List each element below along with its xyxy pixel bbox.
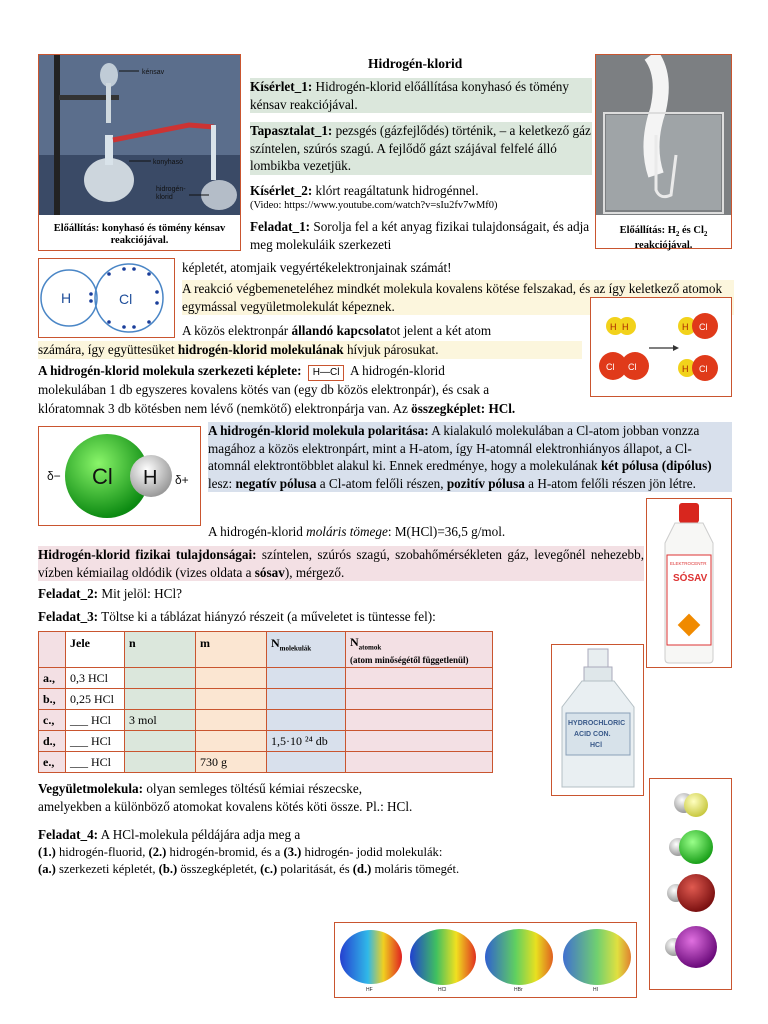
- row-label: c.,: [39, 710, 66, 731]
- bottle2-label3: HCl: [590, 742, 603, 749]
- cell-n-atomok[interactable]: [346, 668, 493, 689]
- task1-label: Feladat_1:: [250, 219, 311, 234]
- cell-n[interactable]: [125, 668, 196, 689]
- lewis-diagram: [38, 258, 175, 338]
- header-jele: Jele: [66, 632, 125, 668]
- cell-n-molekulak[interactable]: 1,5·10 ²⁴ db: [267, 731, 346, 752]
- svg-text:H: H: [610, 322, 617, 332]
- cell-n-molekulak[interactable]: [267, 710, 346, 731]
- molar-mass: A hidrogén-klorid moláris tömege: M(HCl)=36,5 g/mol.: [208, 524, 506, 539]
- bottle2-label2: ACID CON.: [574, 731, 611, 738]
- exp1-label: Kísérlet_1:: [250, 79, 313, 94]
- polarity-paragraph: A hidrogén-klorid molekula polaritása: A kialakuló molekulában a Cl-atom jobban vonzza magához a közös elektronpárt, mint a H-atom, így H-atomnál elektronhiányos állapot, a Cl-atomnál elektrontöbblet alakul ki. Ennek eredménye, hogy a molekulának két pólusa (dipólus) lesz: negatív pólusa a Cl-atom felőli részen, pozitív pólusa a H-atom felőli részen jön létre.: [208, 422, 732, 492]
- beaker-figure: [595, 54, 732, 252]
- observation1: [250, 122, 592, 175]
- experiment2: [250, 182, 592, 212]
- table-row: [39, 731, 493, 752]
- cell-m[interactable]: 730 g: [196, 752, 267, 773]
- svg-text:Cl: Cl: [628, 362, 637, 372]
- task3: Feladat_3: Töltse ki a táblázat hiányzó részeit (a műveletet is tüntesse fel):: [38, 609, 436, 624]
- lewis-cl: Cl: [119, 291, 133, 307]
- lab-caption: Előállítás: konyhasó és tömény kénsav reakciójával.: [53, 223, 226, 246]
- structure-formula: H—Cl: [308, 365, 345, 381]
- delta-plus: δ+: [175, 473, 189, 487]
- label-klorid: klorid: [156, 194, 173, 201]
- svg-text:Cl: Cl: [606, 362, 615, 372]
- lab-apparatus-image: [39, 55, 240, 215]
- label-kensav: kénsav: [142, 69, 165, 76]
- physical-properties: Hidrogén-klorid fizikai tulajdonságai: színtelen, szúrós szagú, szobahőmérsékleten gáz, levegőnél nehezebb, vízben kémiailag oldódik (vizes oldata a sósav), mérgező.: [38, 547, 644, 580]
- header-n: n: [125, 632, 196, 668]
- svg-text:H: H: [682, 364, 689, 374]
- cell-n-atomok[interactable]: [346, 689, 493, 710]
- task1-second: képletét, atomjaik vegyértékelektronjainak számát!: [182, 260, 452, 275]
- table-row: [39, 689, 493, 710]
- cell-jele[interactable]: ___ HCl: [66, 752, 125, 773]
- hcl-bottle-image: [551, 644, 644, 796]
- bond-para-second: számára, így együttesüket hidrogén-klorid molekulának hívjuk párosukat.: [38, 341, 582, 359]
- video-link: (Video: https://www.youtube.com/watch?v=sIu2fv7wMf0): [250, 199, 498, 211]
- table-row: [39, 710, 493, 731]
- obs1-label: Tapasztalat_1:: [250, 123, 333, 138]
- model-cl: Cl: [92, 464, 113, 489]
- task2: Feladat_2: Mit jelöl: HCl?: [38, 586, 182, 601]
- cell-m[interactable]: [196, 731, 267, 752]
- task1-first: [250, 218, 592, 253]
- cell-m[interactable]: [196, 689, 267, 710]
- cell-jele[interactable]: ___ HCl: [66, 731, 125, 752]
- cell-n[interactable]: 3 mol: [125, 710, 196, 731]
- bond-para-c2: számára, így együttesüket: [38, 342, 178, 357]
- cell-n-atomok[interactable]: [346, 752, 493, 773]
- cell-n-atomok[interactable]: [346, 710, 493, 731]
- cell-n-molekulak[interactable]: [267, 689, 346, 710]
- row-label: d.,: [39, 731, 66, 752]
- structure-first: A hidrogén-klorid molekula szerkezeti képlete: H—Cl A hidrogén-klorid: [38, 362, 598, 381]
- header-m: m: [196, 632, 267, 668]
- exp2-text: klórt reagáltatunk hidrogénnel.: [312, 183, 479, 198]
- row-label: e.,: [39, 752, 66, 773]
- header-n-atomok: $N_{atomok}$ (atom minőségétől függetlenül): [346, 632, 493, 668]
- bottle1-label: SÓSAV: [673, 573, 708, 584]
- label-hidrogen-klorid: hidrogén-: [156, 186, 186, 193]
- obs1-text: pezsgés (gázfejlődés) történik, – a keletkező gáz színtelen, szúrós szagú. A fejlődő gázt szájával felfelé álló lombikba vezetjük.: [250, 123, 591, 173]
- polar-model-image: [38, 426, 201, 526]
- svg-text:Cl: Cl: [699, 364, 708, 374]
- cell-n[interactable]: [125, 731, 196, 752]
- cell-jele[interactable]: 0,3 HCl: [66, 668, 125, 689]
- beaker-image: [596, 55, 731, 215]
- lewis-h: H: [61, 290, 72, 306]
- row-label: b.,: [39, 689, 66, 710]
- task4: Feladat_4: A HCl-molekula példájára adja meg a (1.) hidrogén-fluorid, (2.) hidrogén-bromid, és a (3.) hidrogén- jodid molekulák: (a.) szerkezeti képletét, (b.) összegképletét, (c.) polaritását, és (d.) moláris tömegét.: [38, 827, 460, 876]
- cell-jele[interactable]: 0,25 HCl: [66, 689, 125, 710]
- model-h: H: [143, 467, 158, 489]
- exp2-label: Kísérlet_2:: [250, 183, 313, 198]
- cell-m[interactable]: [196, 710, 267, 731]
- delta-minus: δ−: [47, 469, 61, 483]
- cell-n-atomok[interactable]: [346, 731, 493, 752]
- cell-m[interactable]: [196, 668, 267, 689]
- calculation-table: [38, 631, 493, 773]
- cell-jele[interactable]: ___ HCl: [66, 710, 125, 731]
- bottle1-brand: ELEKTROCENTR: [670, 561, 707, 566]
- table-row: [39, 668, 493, 689]
- sosav-bottle-image: [646, 498, 732, 668]
- bottle2-label1: HYDROCHLORIC: [568, 720, 626, 727]
- cell-n-molekulak[interactable]: [267, 668, 346, 689]
- bond-para-first: A közös elektronpár állandó kapcsolatot jelent a két atom: [182, 323, 492, 338]
- task1-text-a: Sorolja fel a két anyag fizikai tulajdonságait, és adja meg molekuláik szerkezeti: [250, 219, 590, 252]
- beaker-caption: Előállítás: $H_2$ és $Cl_2$ reakciójával.: [619, 225, 708, 252]
- structure-second: molekulában 1 db egyszeres kovalens kötés van (egy db közös elektronpár), és csak a: [38, 382, 490, 397]
- esp-label-hf: HF: [366, 987, 373, 993]
- cell-n[interactable]: [125, 689, 196, 710]
- page-title: Hidrogén-klorid: [368, 56, 463, 71]
- reaction-paragraph: A reakció végbemeneteléhez mindkét molekula kovalens kötése felszakad, és az így keletkező atomok egymással vegyületmolekulát képeznek.: [182, 280, 734, 315]
- bond-para-c: ot jelent a két atom: [390, 323, 492, 338]
- esp-maps-image: [334, 922, 637, 998]
- compound-definition: Vegyületmolekula: olyan semleges töltésű kémiai részecske, amelyekben a különböző atomokat kovalens kötés köti össze. Pl.: HCl.: [38, 781, 413, 814]
- esp-label-hbr: HBr: [514, 987, 523, 993]
- label-konyhaso: konyhasó: [153, 159, 183, 166]
- experiment1: [250, 78, 592, 113]
- table-row: [39, 752, 493, 773]
- halide-models-image: [649, 778, 732, 990]
- table-header: [39, 632, 493, 668]
- esp-label-hcl: HCl: [438, 987, 447, 993]
- svg-text:H: H: [622, 322, 629, 332]
- svg-text:Cl: Cl: [699, 322, 708, 332]
- esp-label-hi: HI: [593, 987, 598, 993]
- lab-apparatus-figure: [38, 54, 241, 251]
- cell-n[interactable]: [125, 752, 196, 773]
- structure-third: klóratomnak 3 db kötésben nem lévő (nemkötő) elektronpárja van. Az összegképlet: HCl.: [38, 401, 516, 416]
- header-n-molekulak: $N_{molekulák}$: [267, 632, 346, 668]
- svg-text:H: H: [682, 322, 689, 332]
- cell-n-molekulak[interactable]: [267, 752, 346, 773]
- row-label: a.,: [39, 668, 66, 689]
- exp1-text: Hidrogén-klorid előállítása konyhasó és tömény kénsav reakciójával.: [250, 79, 569, 112]
- structure-label: A hidrogén-klorid molekula szerkezeti képlete:: [38, 363, 302, 378]
